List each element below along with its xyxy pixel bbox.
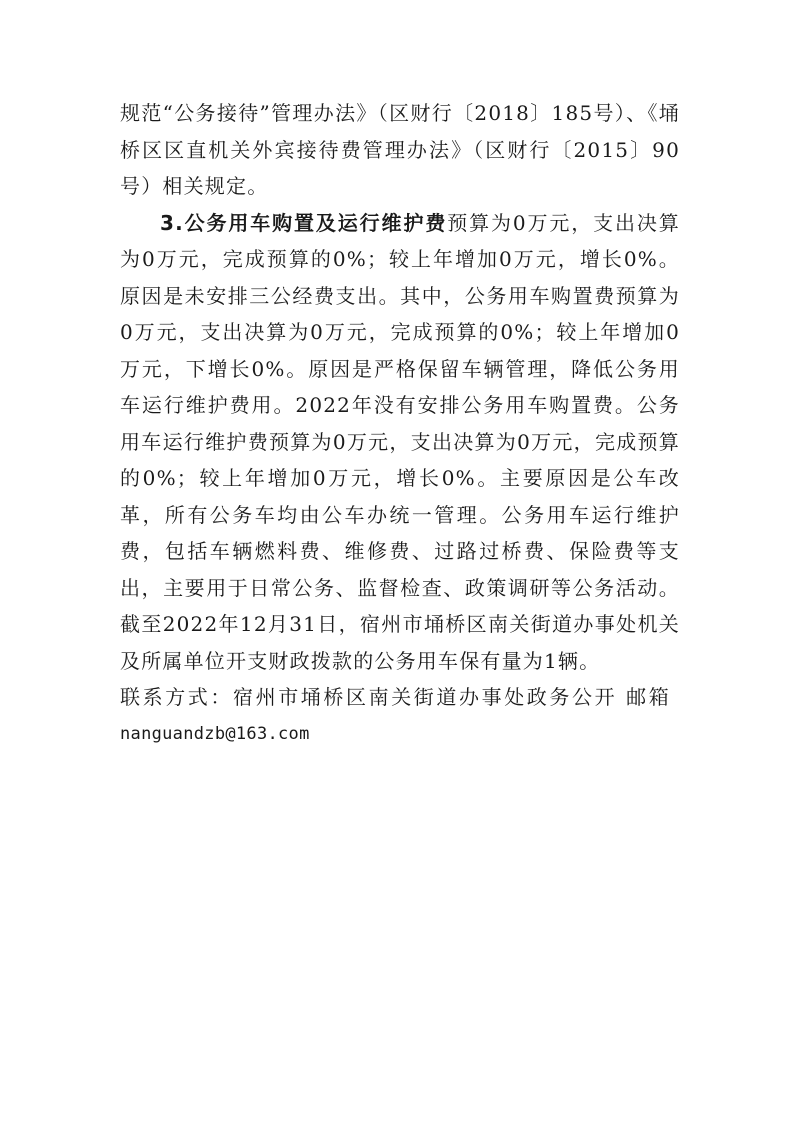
paragraph-vehicle-costs bbox=[120, 205, 680, 680]
section-heading-vehicle-costs: 3.公务用车购置及运行维护费 bbox=[160, 210, 448, 235]
contact-email: nanguandzb@163.com bbox=[120, 723, 310, 744]
document-page bbox=[120, 95, 680, 752]
paragraph-reception-rules: 规范“公务接待”管理办法》（区财行〔2018〕185号）、《埇桥区区直机关外宾接待费管理办法》（区财行〔2015〕90号）相关规定。 bbox=[120, 101, 680, 198]
contact-info: 联系方式：宿州市埇桥区南关街道办事处政务公开 邮箱 bbox=[120, 685, 672, 709]
paragraph-vehicle-costs-body: 预算为0万元，支出决算为0万元，完成预算的0%；较上年增加0万元，增长0%。原因是未安排三公经费支出。其中，公务用车购置费预算为0万元，支出决算为0万元，完成预算的0%；较上年增加0万元，下增长0%。原因是严格保留车辆管理，降低公务用车运行维护费用。2022年没有安排公务用车购置费。公务用车运行维护费预算为0万元，支出决算为0万元，完成预算的0%；较上年增加0万元，增长0%。主要原因是公车改革，所有公务车均由公车办统一管理。公务用车运行维护费，包括车辆燃料费、维修费、过路过桥费、保险费等支出，主要用于日常公务、监督检查、政策调研等公务活动。截至2022年12月31日，宿州市埇桥区南关街道办事处机关及所属单位开支财政拨款的公务用车保有量为1辆。 bbox=[120, 210, 680, 673]
